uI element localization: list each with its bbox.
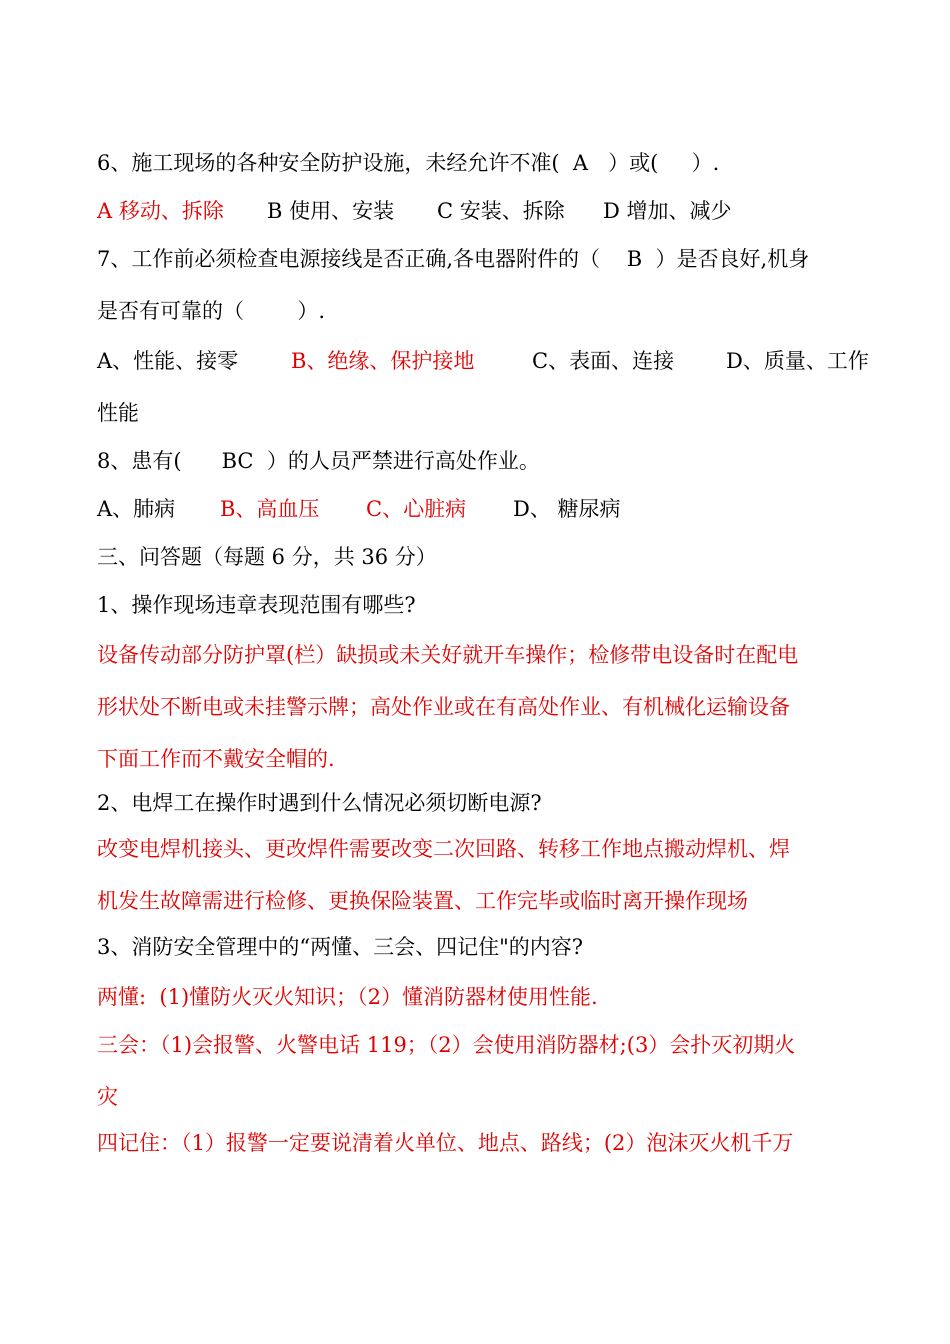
qa3-answer-line3: 灾 [97, 1085, 118, 1109]
q6-options [97, 196, 732, 226]
qa2-answer-line1: 改变电焊机接头、更改焊件需要改变二次回路、转移工作地点搬动焊机、焊 [97, 837, 790, 861]
q6-option-d: D 增加、减少 [603, 199, 732, 223]
q8-prompt: 8、患有( BC ）的人员严禁进行高处作业。 [97, 449, 540, 473]
qa1-answer-line1: 设备传动部分防护罩(栏）缺损或未关好就开车操作；检修带电设备时在配电 [97, 643, 799, 667]
q7-option-d-continued: 性能 [97, 401, 139, 425]
section3-heading: 三、问答题（每题 6 分，共 36 分） [97, 545, 437, 569]
qa3-question: 3、消防安全管理中的“两懂、三会、四记住"的内容? [97, 935, 584, 959]
q7-option-c: C、表面、连接 [532, 349, 675, 373]
q7-prompt-line2: 是否有可靠的（ ）. [97, 299, 326, 323]
q6-option-b: B 使用、安装 [267, 199, 395, 223]
q8-option-a: A、肺病 [97, 497, 176, 521]
qa3-answer-line2: 三会：（1)会报警、火警电话 119；（2）会使用消防器材;(3）会扑灭初期火 [97, 1033, 796, 1057]
q8-option-d: D、 糖尿病 [513, 497, 621, 521]
q8-option-b: B、高血压 [220, 497, 320, 521]
q7-option-a: A、性能、接零 [97, 349, 239, 373]
q7-option-b: B、绝缘、保护接地 [291, 349, 475, 373]
qa1-answer-line2: 形状处不断电或未挂警示牌；高处作业或在有高处作业、有机械化运输设备 [97, 695, 790, 719]
q6-option-c: C 安装、拆除 [437, 199, 565, 223]
q7-options [97, 346, 869, 376]
qa3-answer-line4: 四记住：（1）报警一定要说清着火单位、地点、路线；(2）泡沫灭火机千万 [97, 1131, 794, 1155]
q6-option-a: A 移动、拆除 [97, 199, 224, 223]
q8-options [97, 494, 621, 524]
q7-prompt-line1: 7、工作前必须检查电源接线是否正确,各电器附件的（ B ）是否良好,机身 [97, 247, 810, 271]
qa3-answer-line1: 两懂: (1)懂防火灭火知识；（2）懂消防器材使用性能. [97, 985, 598, 1009]
qa1-answer-line3: 下面工作而不戴安全帽的. [97, 747, 335, 771]
qa1-question: 1、操作现场违章表现范围有哪些? [97, 593, 416, 617]
q8-option-c: C、心脏病 [366, 497, 467, 521]
q7-option-d: D、质量、工作 [726, 349, 869, 373]
qa2-answer-line2: 机发生故障需进行检修、更换保险装置、工作完毕或临时离开操作现场 [97, 889, 748, 913]
q6-prompt: 6、施工现场的各种安全防护设施，未经允许不准( A ）或( ）. [97, 151, 720, 175]
qa2-question: 2、电焊工在操作时遇到什么情况必须切断电源? [97, 791, 542, 815]
